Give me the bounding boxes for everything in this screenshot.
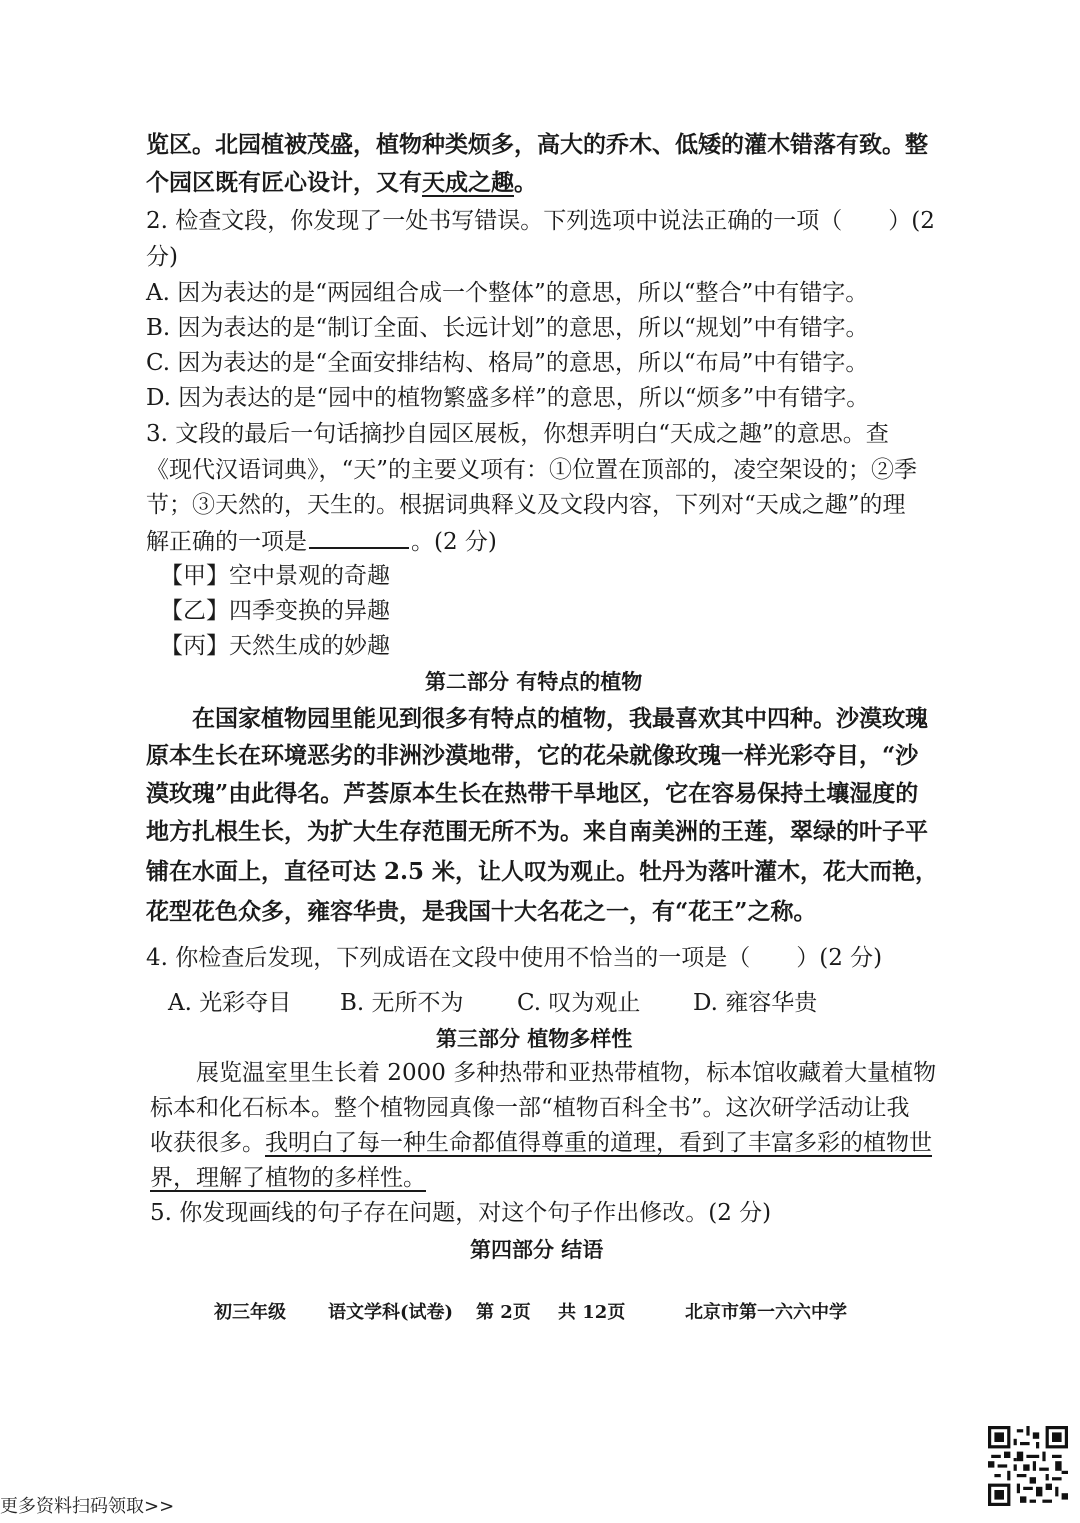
question-4-stem: 4. 你检查后发现，下列成语在文段中使用不恰当的一项是（ ）(2 分): [146, 945, 883, 971]
question-3-stem: [146, 525, 497, 557]
question-2-stem: 2. 检查文段，你发现了一处书写错误。下列选项中说法正确的一项（ ）(2: [146, 208, 935, 234]
part-4-title: 第四部分 结语: [470, 1237, 604, 1262]
footer-school: 北京市第一六六中学: [685, 1302, 847, 1323]
question-4-option-c: C. 叹为观止: [517, 990, 641, 1016]
question-4-option-b: B. 无所不为: [340, 990, 464, 1016]
question-5-stem: 5. 你发现画线的句子存在问题，对这个句子作出修改。(2 分): [150, 1200, 772, 1226]
question-4-option-a: A. 光彩夺目: [168, 990, 292, 1016]
underlined-phrase: 天成之趣: [422, 169, 514, 196]
passage-line: 漠玫瑰”由此得名。芦荟原本生长在热带干旱地区，它在容易保持土壤湿度的: [146, 780, 919, 807]
scan-prompt: 更多资料扫码领取>>: [0, 1496, 175, 1517]
question-2-option-a: A. 因为表达的是“两园组合成一个整体”的意思，所以“整合”中有错字。: [146, 280, 869, 306]
passage-line: 原本生长在环境恶劣的非洲沙漠地带，它的花朵就像玫瑰一样光彩夺目，“沙: [146, 742, 919, 769]
part-3-title: 第三部分 植物多样性: [436, 1026, 633, 1051]
footer-grade: 初三年级: [214, 1302, 286, 1323]
answer-blank: [309, 525, 409, 549]
passage-line: 在国家植物园里能见到很多有特点的植物，我最喜欢其中四种。沙漠玫瑰: [146, 705, 928, 732]
question-2-option-b: B. 因为表达的是“制订全面、长远计划”的意思，所以“规划”中有错字。: [146, 315, 869, 341]
passage-text: 收获很多。: [150, 1130, 265, 1156]
footer-total: 共 12页: [558, 1302, 626, 1323]
question-3-stem: 《现代汉语词典》，“天”的主要义项有：①位置在顶部的，凌空架设的；②季: [146, 457, 918, 483]
qr-code-icon[interactable]: [988, 1426, 1068, 1506]
footer-subject: 语文学科(试卷): [328, 1302, 454, 1323]
underlined-sentence: 我明白了每一种生命都值得尊重的道理，看到了丰富多彩的植物世: [265, 1130, 932, 1156]
question-3-option-yi: 【乙】四季变换的异趣: [160, 598, 390, 624]
passage-text: 。: [514, 169, 537, 196]
passage-line: 览区。北园植被茂盛，植物种类烦多，高大的乔木、低矮的灌木错落有致。整: [146, 131, 928, 158]
passage-line: [150, 1163, 426, 1193]
question-3-option-jia: 【甲】空中景观的奇趣: [160, 563, 390, 589]
question-3-text: 解正确的一项是: [146, 529, 307, 555]
passage-line: 地方扎根生长，为扩大生存范围无所不为。来自南美洲的王莲，翠绿的叶子平: [146, 818, 928, 845]
question-3-score: 。(2 分): [411, 529, 497, 555]
question-4-option-d: D. 雍容华贵: [693, 990, 818, 1016]
question-2-stem-cont: 分): [146, 244, 178, 270]
footer-page: 第 2页: [476, 1302, 531, 1323]
passage-line: 花型花色众多，雍容华贵，是我国十大名花之一，有“花王”之称。: [146, 898, 817, 925]
passage-line: 展览温室里生长着 2000 多种热带和亚热带植物，标本馆收藏着大量植物: [150, 1060, 937, 1086]
part-2-title: 第二部分 有特点的植物: [425, 669, 643, 694]
underlined-sentence: 界，理解了植物的多样性。: [150, 1165, 426, 1191]
question-2-option-c: C. 因为表达的是“全面安排结构、格局”的意思，所以“布局”中有错字。: [146, 350, 869, 376]
question-3-stem: 节；③天然的，天生的。根据词典释义及文段内容，下列对“天成之趣”的理: [146, 492, 906, 518]
question-3-option-bing: 【丙】天然生成的妙趣: [160, 633, 390, 659]
passage-line: [150, 1128, 932, 1158]
passage-line: [146, 168, 537, 198]
question-2-option-d: D. 因为表达的是“园中的植物繁盛多样”的意思，所以“烦多”中有错字。: [146, 385, 870, 411]
question-3-stem: 3. 文段的最后一句话摘抄自园区展板，你想弄明白“天成之趣”的意思。查: [146, 421, 889, 447]
passage-line: 铺在水面上，直径可达 2.5 米，让人叹为观止。牡丹为落叶灌木，花大而艳，: [146, 858, 939, 885]
passage-text: 个园区既有匠心设计，又有: [146, 169, 422, 196]
passage-line: 标本和化石标本。整个植物园真像一部“植物百科全书”。这次研学活动让我: [150, 1095, 910, 1121]
